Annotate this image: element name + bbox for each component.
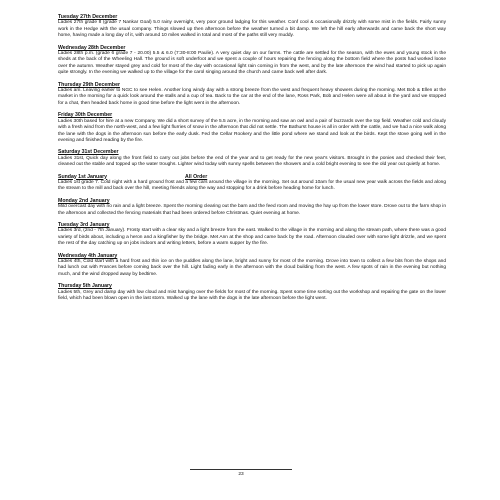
- entry-date-heading: Tuesday 27th December: [58, 14, 118, 20]
- entry-text: Ladies 3rd, (2nd - 7th January). Frosty start with a clear sky and a light breeze from the east. Walked to the village in the morning and along the stream path, where there was a good variety of birds about, including a heron and a kingfisher by the bridge. Met Ann at the shop and came back by the road. Afternoon clouded over with some light drizzle, and we spent the rest of the day catching up on jobs indoors and writing letters, before a warm supper by the fire.: [58, 228, 446, 247]
- page-number: 23: [238, 472, 244, 477]
- diary-entry: [58, 283, 446, 302]
- entry-date-heading: Tuesday 3rd January: [58, 221, 110, 228]
- diary-entry: [58, 112, 446, 144]
- entry-text: Ladies 27th grade 8 (grade 7 Nankar Goal) 5.0 rainy overnight, very poor ground ladging for this weather. Conf cool & occasionally drizzly with some mist in the fields. Fairly sunny work in the Hedge with the usual company. Things slowed up then afternoon before the weather turned a bit damp. We left the hill early afterwards and came back the short way home, having made a long day of it, with around 10 miles walked in total and most of the paths still very muddy.: [58, 20, 446, 39]
- entry-text: Ladies am. Leaving earlier to NGC to see Helen. Another long windy day with a strong breeze from the west and frequent heavy showers during the morning. Met Bob & Ellen at the market in the morning for a quick look around the stalls and a cup of tea. Back to the car at the end of the lane, Ross Park, Bob and Helen were all about in the yard and we stopped for a chat, then headed back home in good time before the light went in the afternoon.: [58, 88, 446, 106]
- diary-entry: [58, 222, 446, 248]
- entry-heading-note: All Order: [185, 173, 208, 180]
- entry-date-heading: Wednesday 28th December: [58, 44, 126, 51]
- entry-date-heading: Sunday 1st January: [58, 173, 108, 180]
- diary-entry: [58, 198, 446, 217]
- entry-text: Mild overcast day with no rain and a light breeze. Spent the morning clearing out the barn and the feed room and moving the hay up from the lower store. Drove out to the farm shop in the afternoon and collected the fencing materials that had been ordered before Christmas. Quiet evening at home.: [58, 204, 446, 216]
- entry-date-heading: Thursday 5th January: [58, 283, 112, 290]
- entry-text: Ladies 31st, Quick day along the front field to carry out jobs before the end of the year and to get ready for the new year's visitors. Brought in the ponies and checked their feet, cleaned out the stable and topped up the water troughs. Lighter wind today with sunny spells between the showers and a cold bright evening to see the old year out quietly at home.: [58, 155, 446, 168]
- diary-entry: [58, 45, 446, 77]
- entry-date-heading: Wednesday 4th January: [58, 252, 118, 259]
- diary-entry: [58, 174, 446, 193]
- entry-text: Ladies 5th, Grey and damp day with low cloud and mist hanging over the fields for most of the morning. Spent some time sorting out the workshop and repairing the gate on the lower field, which had been blown open in the last storm. Walked up the lane with the dogs in the late afternoon before the light went.: [58, 289, 446, 302]
- diary-page: [58, 14, 446, 484]
- entry-date-heading: Monday 2nd January: [58, 197, 110, 204]
- entry-text: Ladies 1st grade 7. Cold night with a hard ground frost and a few cars around the village in the morning. Set out around 10am for the usual new year walk across the fields and along the stream to the mill and back over the hill, meeting friends along the way and stopping for a drink before heading home for lunch.: [58, 179, 446, 192]
- entry-text: Ladies 30th based for hire at a new Company. We did a short survey of the 5.5 acre, in the morning and saw an owl and a pair of buzzards over the top field. Weather cold and cloudy with a fresh wind from the north-west, and a few light flurries of snow in the afternoon that did not settle. The Bathurst house is all in order with the cattle, and we had a nice walk along the lane with the dogs in the afternoon sun before the early dusk. Fed the Cellar Rookery and the little pond where we stand and look at the birds. Kept the stove going well in the evening and finished reading by the fire.: [58, 118, 446, 143]
- diary-entry: [58, 149, 446, 168]
- entry-text: Ladies 28th p.m. (grade 6 grade 7 - 20.00) 5.5 & 6.0 (7:30-8:00 Paulie). A very quiet day on our farms. The cattle are settled for the season, with the ewes and young stock in the sheds at the back of the Wheeling Hall. The ground is soft underfoot and we spent a couple of hours repairing the fencing along the bottom field where the posts had worked loose over the autumn. Weather stayed grey and cold for most of the day with occasional light rain coming in from the west, and by the late afternoon the wind had started to pick up again quite strongly. In the evening we walked up to the village for the carol singing around the church and came back well after dark.: [58, 51, 446, 76]
- diary-entry: [58, 82, 446, 108]
- entry-date-heading: Saturday 31st December: [58, 149, 119, 156]
- footer-divider: [190, 469, 292, 470]
- entry-date-heading: Friday 30th December: [58, 112, 113, 119]
- diary-entry: [58, 14, 446, 40]
- entry-text: Ladies 4th, Cold start with a hard frost and thin ice on the puddles along the lane, bright and sunny for most of the morning. Drove into town to collect a few bits from the shops and had lunch out with Frances before coming back over the hill. Light fading early in the afternoon with the cloud building from the west. A few spots of rain in the evening but nothing much, and the wind dropped away by bedtime.: [58, 259, 446, 277]
- entry-date-heading: Thursday 29th December: [58, 81, 120, 88]
- diary-entry: [58, 253, 446, 279]
